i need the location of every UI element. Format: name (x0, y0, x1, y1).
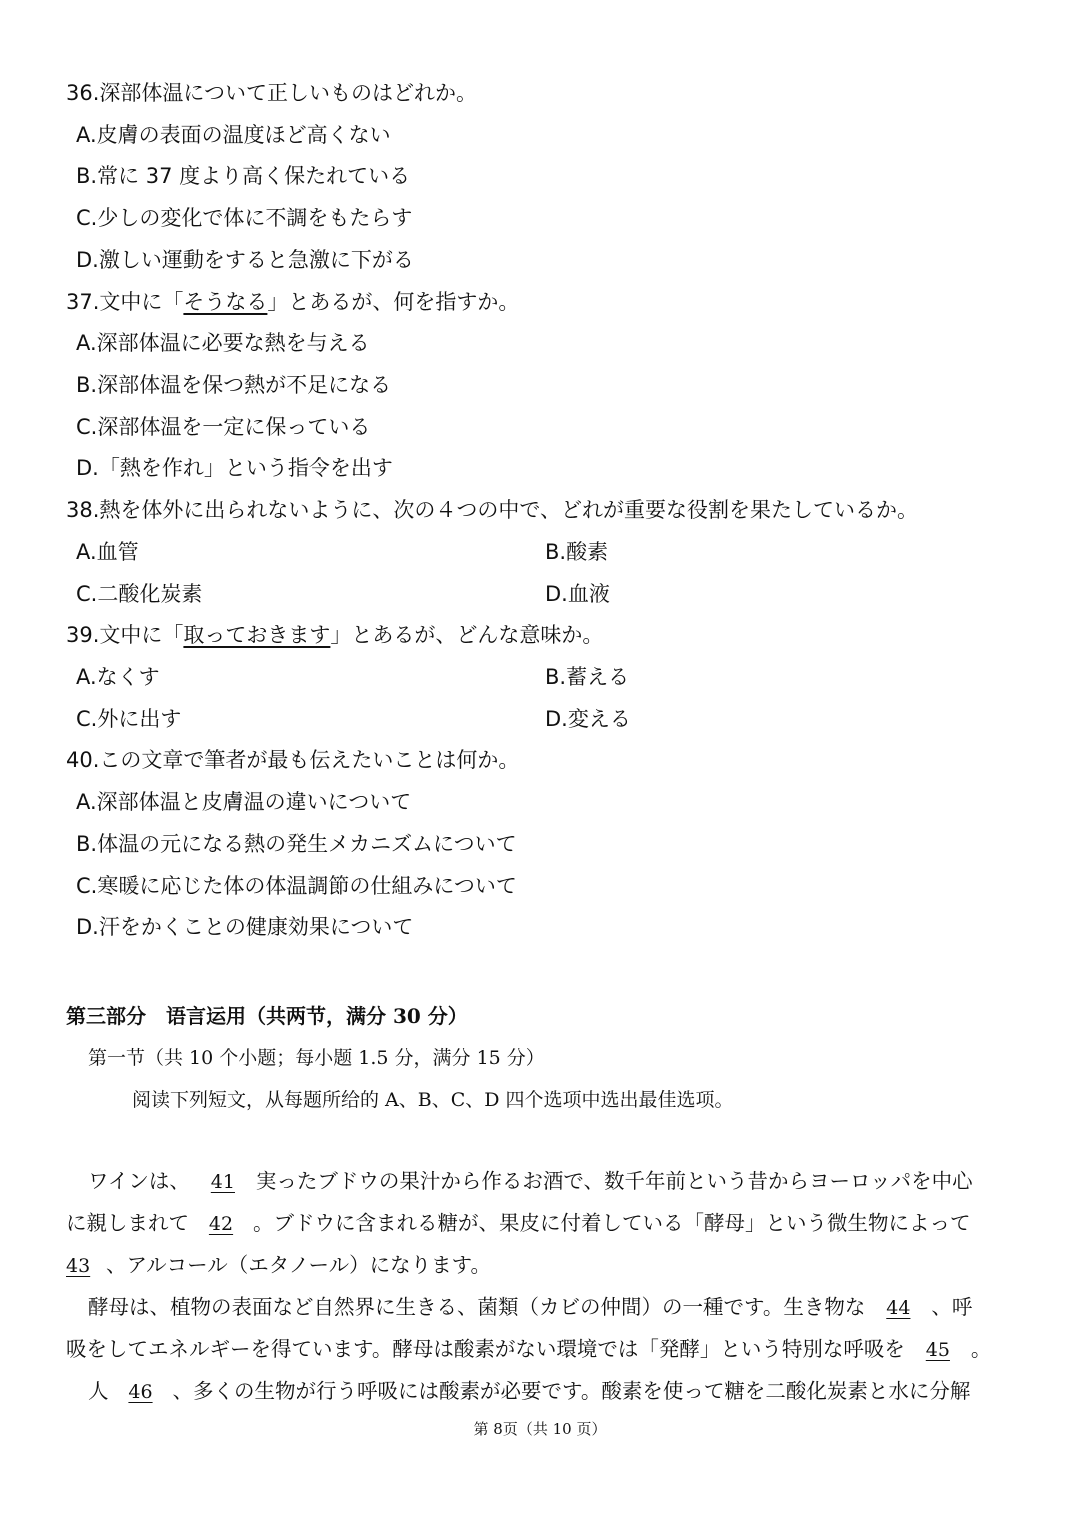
question-37-underlined-phrase: そうなる (183, 290, 268, 314)
blank-44: 44 (886, 1297, 911, 1319)
question-37-option-a: A.深部体温に必要な熱を与える (76, 331, 370, 355)
passage-line-6 (88, 1377, 970, 1406)
question-39-underlined-phrase: 取っておきます (183, 623, 331, 647)
passage-line-3 (66, 1251, 491, 1280)
section-3-subsection: 第一节（共 10 个小题；每小题 1.5 分，满分 15 分） (88, 1047, 545, 1069)
passage-text: 、アルコール（エタノール）になります。 (106, 1253, 491, 1277)
question-39-option-a: A.なくす (76, 665, 160, 689)
question-40-option-d: D.汗をかくことの健康効果について (76, 915, 414, 939)
passage-line-1 (88, 1167, 973, 1196)
blank-42: 42 (208, 1213, 234, 1235)
question-37-stem-before: 37.文中に「 (66, 290, 184, 314)
passage-text: 、呼 (931, 1295, 973, 1319)
passage-text: 人 (88, 1379, 109, 1403)
passage-line-5 (66, 1335, 991, 1364)
question-37-stem (66, 288, 519, 316)
question-37-option-c: C.深部体温を一定に保っている (76, 415, 371, 439)
blank-46: 46 (128, 1381, 153, 1403)
question-40-stem: 40.この文章で筆者が最も伝えたいことは何か。 (66, 748, 520, 772)
question-39-option-c: C.外に出す (76, 707, 182, 731)
section-3-title: 第三部分 语言运用（共两节，满分 30 分） (66, 1004, 468, 1028)
question-38-option-a: A.血管 (76, 540, 139, 564)
passage-text: 。ブドウに含まれる糖が、果皮に付着している「酵母」という微生物によって (253, 1211, 971, 1235)
question-37-stem-after: 」とあるが、何を指すか。 (267, 290, 520, 314)
blank-43: 43 (66, 1255, 91, 1277)
question-40-option-b: B.体温の元になる熱の発生メカニズムについて (76, 832, 517, 856)
passage-text: 酵母は、植物の表面など自然界に生きる、菌類（カビの仲間）の一種です。生き物な (88, 1295, 866, 1319)
question-36-option-a: A.皮膚の表面の温度ほど高くない (76, 123, 391, 147)
question-36-option-b: B.常に 37 度より高く保たれている (76, 164, 411, 188)
passage-line-2 (66, 1209, 971, 1238)
question-38-stem: 38.熱を体外に出られないように、次の４つの中で、どれが重要な役割を果たしているか。 (66, 498, 918, 522)
question-36-option-c: C.少しの変化で体に不調をもたらす (76, 206, 413, 230)
page-footer: 第 8页（共 10 页） (473, 1420, 607, 1438)
blank-41: 41 (210, 1171, 235, 1193)
passage-line-4 (88, 1293, 972, 1322)
question-39-stem-after: 」とあるが、どんな意味か。 (330, 623, 604, 647)
question-36-stem: 36.深部体温について正しいものはどれか。 (66, 81, 477, 105)
question-38-option-c: C.二酸化炭素 (76, 582, 203, 606)
passage-text: に親しまれて (66, 1211, 189, 1235)
question-38-option-d: D.血液 (545, 582, 610, 606)
question-40-option-c: C.寒暖に応じた体の体温調節の仕組みについて (76, 874, 517, 898)
question-39-stem-before: 39.文中に「 (66, 623, 184, 647)
question-40-option-a: A.深部体温と皮膚温の違いについて (76, 790, 412, 814)
question-39-option-d: D.変える (545, 707, 631, 731)
passage-text: 。 (970, 1337, 992, 1361)
question-37-option-d: D.「熱を作れ」という指令を出す (76, 456, 393, 480)
blank-45: 45 (925, 1339, 950, 1361)
question-36-option-d: D.激しい運動をすると急激に下がる (76, 248, 414, 272)
question-37-option-b: B.深部体温を保つ熱が不足になる (76, 373, 392, 397)
passage-text: ワインは、 (88, 1169, 190, 1193)
passage-text: 吸をしてエネルギーを得ています。酵母は酸素がない環境では「発酵」という特別な呼吸を (66, 1337, 905, 1361)
question-39-stem (66, 621, 603, 649)
passage-text: 実ったブドウの果汁から作るお酒で、数千年前という昔からヨーロッパを中心 (255, 1169, 973, 1193)
passage-text: 、多くの生物が行う呼吸には酸素が必要です。酸素を使って糖を二酸化炭素と水に分解 (172, 1379, 971, 1403)
section-3-instruction: 阅读下列短文，从每题所给的 A、B、C、D 四个选项中选出最佳选项。 (132, 1089, 734, 1111)
question-38-option-b: B.酸素 (545, 540, 609, 564)
question-39-option-b: B.蓄える (545, 665, 630, 689)
